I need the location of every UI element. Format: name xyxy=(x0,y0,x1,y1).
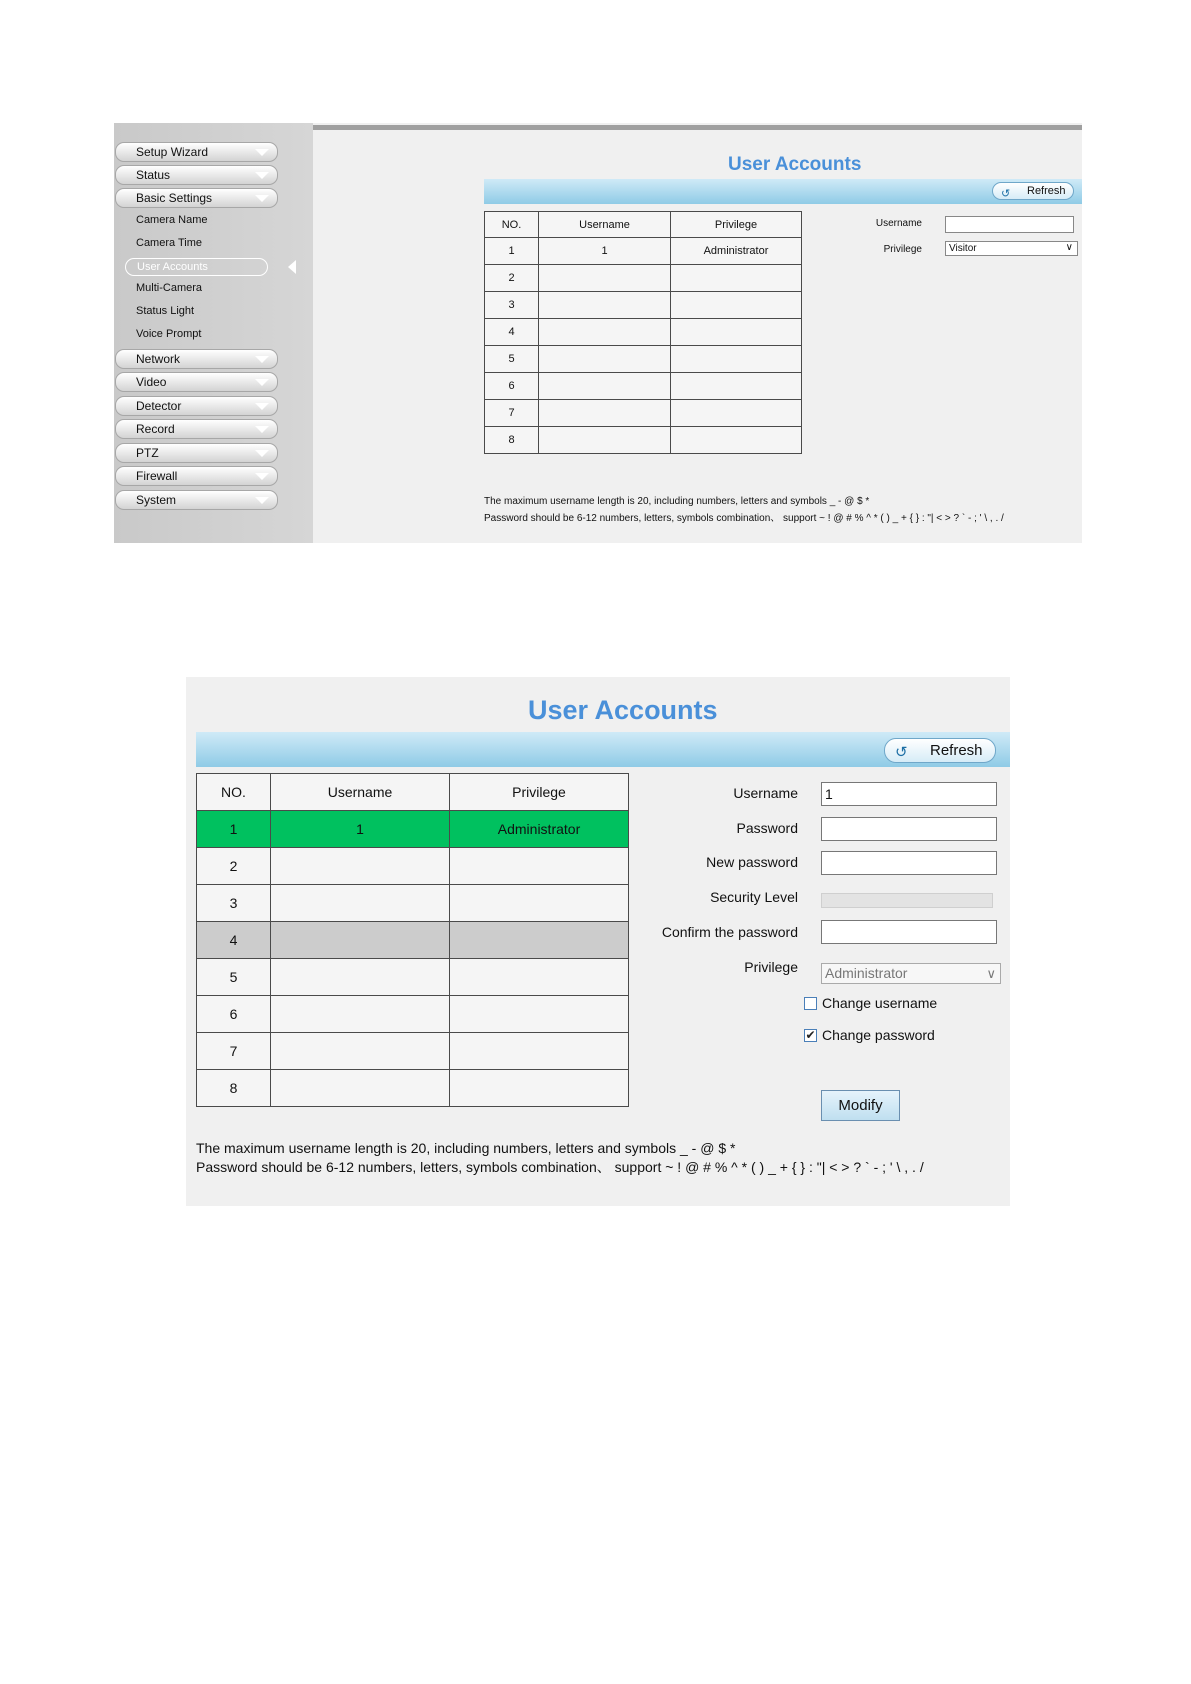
top-divider xyxy=(313,125,1082,130)
cell-username xyxy=(539,427,671,454)
privilege-label: Privilege xyxy=(744,959,798,975)
table-row[interactable] xyxy=(485,265,802,292)
cell-privilege xyxy=(450,922,629,959)
menu-system[interactable] xyxy=(115,490,278,510)
username-label: Username xyxy=(875,218,922,229)
submenu-multi-camera[interactable]: Multi-Camera xyxy=(136,282,203,294)
cell-no: 4 xyxy=(197,922,271,959)
menu-label: Status xyxy=(136,168,171,182)
menu-detector[interactable] xyxy=(115,396,278,416)
cell-privilege xyxy=(450,885,629,922)
submenu-status-light[interactable]: Status Light xyxy=(136,305,195,317)
table-row[interactable] xyxy=(197,1033,629,1070)
cell-username xyxy=(271,1033,450,1070)
table-row[interactable] xyxy=(485,427,802,454)
cell-privilege xyxy=(671,373,802,400)
menu-label: Firewall xyxy=(136,469,178,483)
change-password-checkbox[interactable] xyxy=(804,1029,817,1042)
chevron-down-icon xyxy=(255,195,269,202)
table-row[interactable] xyxy=(485,292,802,319)
header-privilege: Privilege xyxy=(671,212,802,238)
cell-username xyxy=(271,922,450,959)
accounts-table xyxy=(484,211,802,454)
refresh-button[interactable] xyxy=(884,738,996,763)
chevron-down-icon xyxy=(255,497,269,504)
cell-privilege xyxy=(671,346,802,373)
cell-username xyxy=(539,319,671,346)
cell-no: 3 xyxy=(197,885,271,922)
modify-button[interactable]: Modify xyxy=(821,1090,900,1121)
refresh-label: Refresh xyxy=(930,742,983,759)
refresh-label: Refresh xyxy=(1027,185,1066,197)
username-input[interactable] xyxy=(945,216,1074,233)
confirm-password-label: Confirm the password xyxy=(661,924,798,940)
cell-no: 6 xyxy=(197,996,271,1033)
cell-no: 7 xyxy=(485,400,539,427)
submenu-voice-prompt[interactable]: Voice Prompt xyxy=(136,328,202,340)
cell-privilege: Administrator xyxy=(671,238,802,265)
privilege-value: Administrator xyxy=(825,965,908,981)
new-password-label: New password xyxy=(706,854,798,870)
cell-no: 5 xyxy=(485,346,539,373)
menu-label: Record xyxy=(136,422,175,436)
cell-privilege xyxy=(450,996,629,1033)
chevron-down-icon xyxy=(255,450,269,457)
cell-no: 6 xyxy=(485,373,539,400)
privilege-label: Privilege xyxy=(883,244,922,255)
table-row[interactable] xyxy=(485,319,802,346)
toolbar xyxy=(196,732,1010,767)
page-title: User Accounts xyxy=(528,695,718,725)
chevron-down-icon xyxy=(255,473,269,480)
cell-privilege xyxy=(450,1070,629,1107)
menu-status[interactable] xyxy=(115,165,278,185)
cell-username xyxy=(271,959,450,996)
toolbar xyxy=(484,179,1082,204)
header-no: NO. xyxy=(197,774,271,811)
change-username-label: Change username xyxy=(822,995,938,1011)
screenshot-1 xyxy=(114,123,1082,543)
table-row[interactable] xyxy=(485,346,802,373)
change-username-checkbox[interactable] xyxy=(804,997,817,1010)
cell-username xyxy=(539,373,671,400)
cell-username xyxy=(539,400,671,427)
active-pointer-icon xyxy=(288,260,296,274)
note-line-1: The maximum username length is 20, including numbers, letters and symbols _ - @ $ * xyxy=(196,1140,736,1156)
table-row[interactable] xyxy=(197,1070,629,1107)
cell-privilege xyxy=(671,400,802,427)
cell-no: 4 xyxy=(485,319,539,346)
screenshot-2 xyxy=(186,677,1010,1206)
table-row[interactable] xyxy=(197,959,629,996)
menu-label: Basic Settings xyxy=(136,191,213,205)
new-password-input[interactable] xyxy=(821,851,997,875)
privilege-select[interactable] xyxy=(821,963,1001,984)
table-row-selected[interactable] xyxy=(197,811,629,848)
chevron-down-icon xyxy=(255,426,269,433)
menu-video[interactable] xyxy=(115,372,278,392)
security-level-bar xyxy=(821,893,993,908)
username-input[interactable]: 1 xyxy=(821,782,997,806)
cell-no: 7 xyxy=(197,1033,271,1070)
chevron-down-icon xyxy=(255,403,269,410)
menu-label: Video xyxy=(136,375,167,389)
cell-privilege xyxy=(671,319,802,346)
table-row-hovered[interactable] xyxy=(197,922,629,959)
cell-no: 2 xyxy=(485,265,539,292)
cell-privilege xyxy=(450,848,629,885)
cell-username xyxy=(539,265,671,292)
change-password-label: Change password xyxy=(822,1027,935,1043)
accounts-table xyxy=(196,773,629,1107)
confirm-password-input[interactable] xyxy=(821,920,997,944)
cell-privilege xyxy=(671,292,802,319)
cell-username xyxy=(271,996,450,1033)
submenu-camera-name[interactable]: Camera Name xyxy=(136,214,208,226)
security-level-label: Security Level xyxy=(710,889,798,905)
cell-privilege xyxy=(450,1033,629,1070)
chevron-down-icon xyxy=(255,149,269,156)
table-row[interactable] xyxy=(485,238,802,265)
cell-username xyxy=(539,346,671,373)
table-row[interactable] xyxy=(485,400,802,427)
menu-label: Setup Wizard xyxy=(136,145,209,159)
menu-label: Network xyxy=(136,352,181,366)
menu-label: System xyxy=(136,493,177,507)
chevron-down-icon: ∨ xyxy=(986,966,996,981)
username-label: Username xyxy=(733,785,798,801)
menu-ptz[interactable] xyxy=(115,443,278,463)
header-username: Username xyxy=(539,212,671,238)
header-no: NO. xyxy=(485,212,539,238)
cell-no: 3 xyxy=(485,292,539,319)
table-header xyxy=(197,774,629,811)
note-line-2: Password should be 6-12 numbers, letters, symbols combination、 support ~ ! @ # % ^ * ( ) _ + { } : "| < > ? ` - ; ' \ , . / xyxy=(196,1159,924,1175)
chevron-down-icon xyxy=(255,172,269,179)
cell-no: 1 xyxy=(197,811,271,848)
table-row[interactable] xyxy=(197,848,629,885)
refresh-icon: ↺ xyxy=(1001,188,1011,200)
cell-no: 2 xyxy=(197,848,271,885)
cell-no: 1 xyxy=(485,238,539,265)
table-row[interactable] xyxy=(197,996,629,1033)
submenu-camera-time[interactable]: Camera Time xyxy=(136,237,203,249)
privilege-value: Visitor xyxy=(949,243,977,254)
cell-username xyxy=(271,848,450,885)
cell-username xyxy=(271,1070,450,1107)
password-input[interactable] xyxy=(821,817,997,841)
refresh-icon: ↺ xyxy=(895,744,908,761)
cell-no: 8 xyxy=(485,427,539,454)
menu-basic-settings[interactable] xyxy=(115,188,278,208)
menu-setup-wizard[interactable] xyxy=(115,142,278,162)
cell-username xyxy=(271,885,450,922)
sidebar xyxy=(114,123,313,543)
menu-firewall[interactable] xyxy=(115,466,278,486)
cell-privilege xyxy=(671,427,802,454)
page-title: User Accounts xyxy=(728,154,862,175)
header-username: Username xyxy=(271,774,450,811)
refresh-button[interactable] xyxy=(992,182,1074,200)
cell-username: 1 xyxy=(271,811,450,848)
note-line-1: The maximum username length is 20, including numbers, letters and symbols _ - @ $ * xyxy=(484,496,870,507)
table-row[interactable] xyxy=(197,885,629,922)
header-privilege: Privilege xyxy=(450,774,629,811)
cell-no: 5 xyxy=(197,959,271,996)
chevron-down-icon: ∨ xyxy=(1065,242,1073,253)
menu-label: Detector xyxy=(136,399,182,413)
cell-username: 1 xyxy=(539,238,671,265)
note-line-2: Password should be 6-12 numbers, letters, symbols combination、 support ~ ! @ # % ^ * ( ) _ + { } : "| < > ? ` - ; ' \ , . / xyxy=(484,513,1004,524)
menu-record[interactable] xyxy=(115,419,278,439)
password-label: Password xyxy=(736,820,798,836)
menu-network[interactable] xyxy=(115,349,278,369)
submenu-user-accounts[interactable]: User Accounts xyxy=(125,258,268,276)
menu-label: PTZ xyxy=(136,446,159,460)
cell-privilege xyxy=(450,959,629,996)
cell-no: 8 xyxy=(197,1070,271,1107)
cell-privilege xyxy=(671,265,802,292)
table-header xyxy=(485,212,802,238)
cell-username xyxy=(539,292,671,319)
privilege-select[interactable] xyxy=(945,241,1078,256)
checkmark-icon: ✔ xyxy=(805,1028,816,1042)
cell-privilege: Administrator xyxy=(450,811,629,848)
table-row[interactable] xyxy=(485,373,802,400)
chevron-down-icon xyxy=(255,379,269,386)
chevron-down-icon xyxy=(255,356,269,363)
